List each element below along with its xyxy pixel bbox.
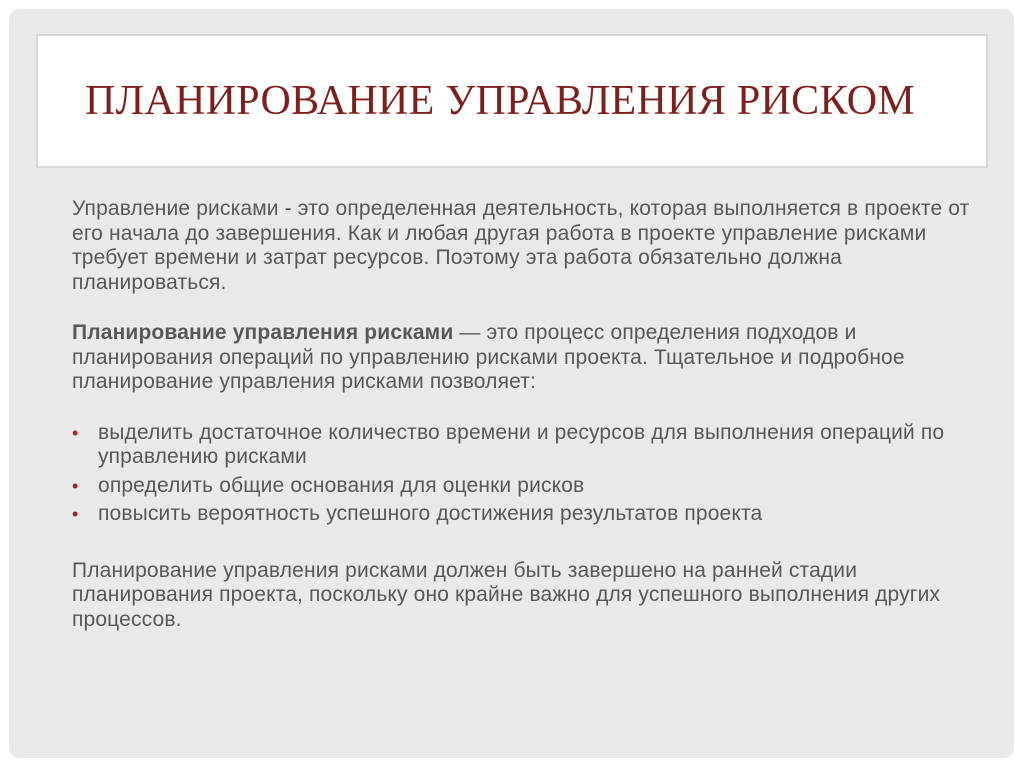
definition-text: — это процесс определения подходов и планирования операций по управлению рисками проекта. Тщательное и подробное планирование управления рисками позволяет: — [72, 321, 905, 393]
intro-paragraph: Управление рисками - это определенная деятельность, которая выполняется в проекте от его начала до завершения. Как и любая другая работа в проекте управление рисками требует времени и затрат ресурсов. Поэтому эта работа обязательно должна планироваться. — [72, 197, 970, 294]
definition-paragraph — [72, 321, 977, 395]
benefits-list — [72, 421, 977, 527]
bullet-icon: • — [72, 475, 79, 496]
title-box — [38, 36, 986, 166]
definition-term: Планирование управления рисками — [72, 321, 454, 344]
list-item-text: выделить достаточное количество времени и ресурсов для выполнения операций по управлению рисками — [98, 420, 945, 468]
list-item-text: повысить вероятность успешного достижения результатов проекта — [98, 502, 763, 525]
list-item-text: определить общие основания для оценки рисков — [98, 473, 585, 497]
slide-content — [72, 197, 977, 632]
list-item — [72, 502, 977, 527]
slide-title: ПЛАНИРОВАНИЕ УПРАВЛЕНИЯ РИСКОМ — [85, 78, 915, 124]
bullet-icon: • — [72, 504, 79, 524]
slide — [9, 9, 1014, 758]
list-item — [72, 474, 977, 499]
conclusion-paragraph: Планирование управления рисками должен быть завершено на ранней стадии планирования проекта, поскольку оно крайне важно для успешного выполнения других процессов. — [72, 558, 941, 631]
bullet-icon: • — [72, 422, 79, 443]
list-item — [72, 421, 977, 470]
